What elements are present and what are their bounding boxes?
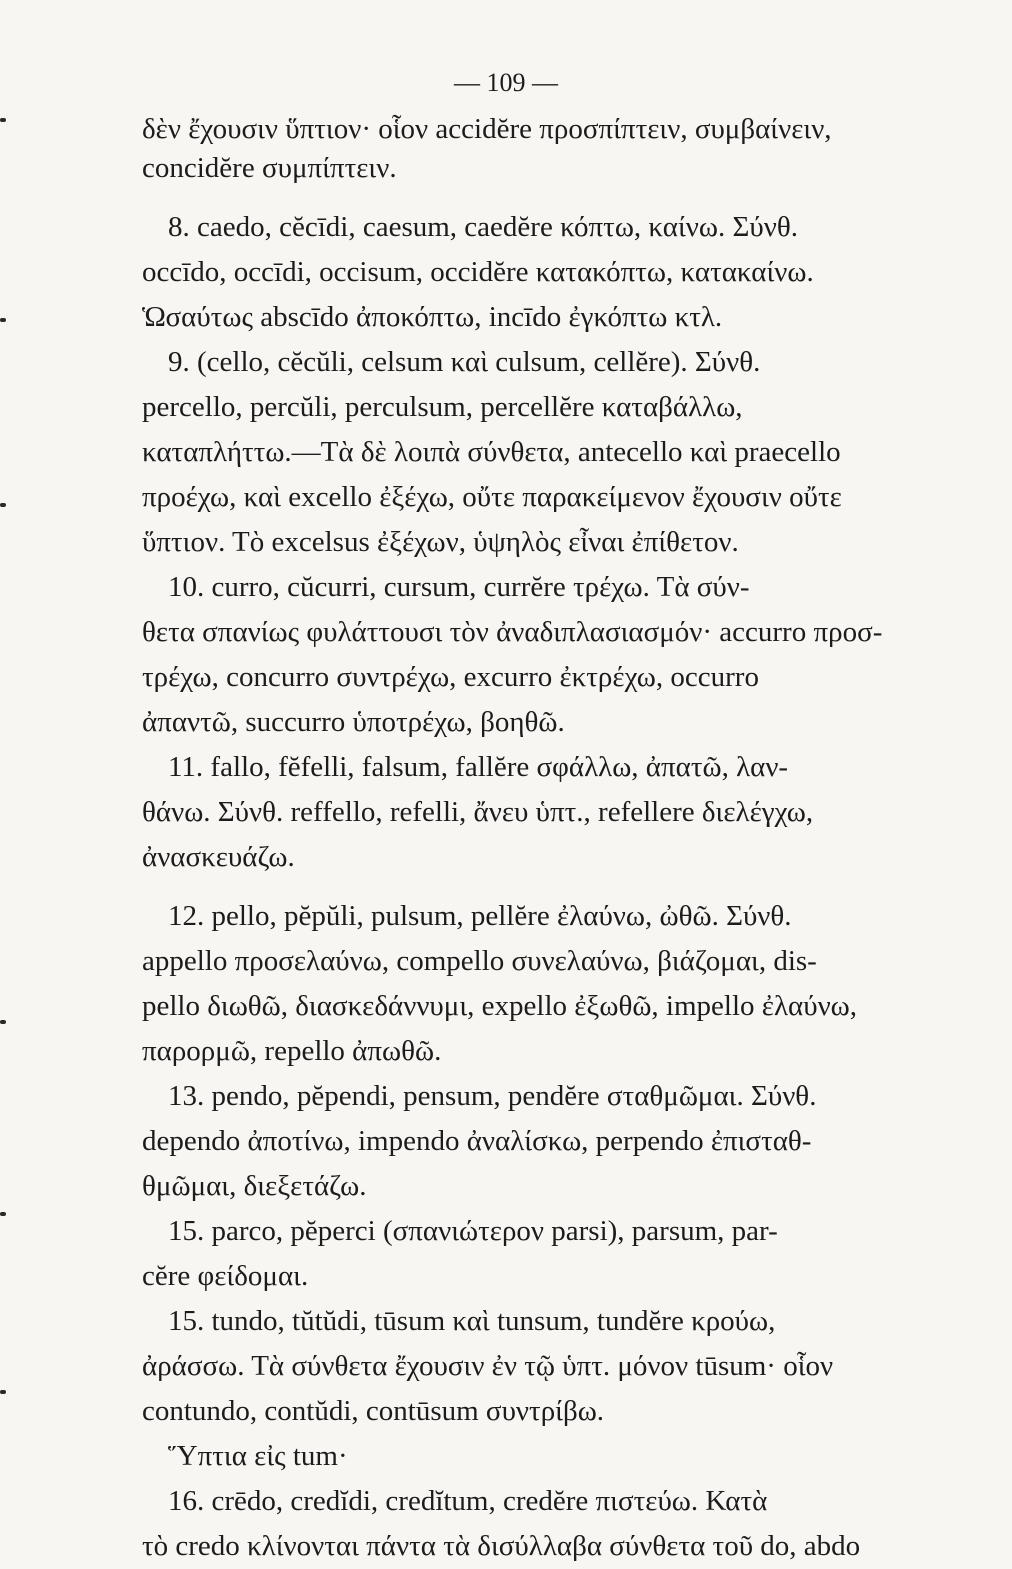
text-line: θετα σπανίως φυλάττουσι τὸν ἀναδιπλασιασμόν· accurro προσ- <box>142 616 883 648</box>
text-line: τὸ credo κλίνονται πάντα τὰ δισύλλαβα σύνθετα τοῦ do, abdo <box>142 1530 861 1562</box>
text-line: ἀράσσω. Τὰ σύνθετα ἔχουσιν ἐν τῷ ὑπτ. μόνον tūsum· οἷον <box>142 1350 834 1382</box>
text-line: προέχω, καὶ excello ἐξέχω, οὔτε παρακείμενον ἔχουσιν οὔτε <box>142 481 842 513</box>
edge-mark <box>0 1212 6 1216</box>
text-line: ἀπαντῶ, succurro ὑποτρέχω, βοηθῶ. <box>142 706 565 738</box>
body-text <box>142 112 942 1569</box>
edge-mark <box>0 1020 6 1024</box>
text-line: cĕre φείδομαι. <box>142 1260 309 1292</box>
edge-mark <box>0 1390 6 1394</box>
text-line: 12. pello, pĕpŭli, pulsum, pellĕre ἐλαύνω, ὠθῶ. Σύνθ. <box>168 900 792 932</box>
text-line: 8. caedo, cĕcīdi, caesum, caedĕre κόπτω, καίνω. Σύνθ. <box>168 211 798 243</box>
text-line: 15. parco, pĕperci (σπανιώτερον parsi), parsum, par- <box>168 1215 778 1247</box>
text-line: καταπλήττω.—Τὰ δὲ λοιπὰ σύνθετα, antecello καὶ praecello <box>142 436 841 468</box>
text-line: 16. crēdo, credĭdi, credĭtum, credĕre πιστεύω. Κατὰ <box>168 1485 768 1517</box>
text-line: pello διωθῶ, διασκεδάννυμι, expello ἐξωθῶ, impello ἐλαύνω, <box>142 990 858 1022</box>
text-line: τρέχω, concurro συντρέχω, excurro ἐκτρέχω, occurro <box>142 661 759 693</box>
text-line: percello, percŭli, perculsum, percellĕre καταβάλλω, <box>142 391 743 423</box>
text-line: dependo ἀποτίνω, impendo ἀναλίσκω, perpendo ἐπισταθ- <box>142 1125 812 1157</box>
text-line: Ὕπτια εἰς tum· <box>168 1440 348 1472</box>
edge-mark <box>0 118 6 122</box>
text-line: contundo, contŭdi, contūsum συντρίβω. <box>142 1395 605 1427</box>
text-line: 13. pendo, pĕpendi, pensum, pendĕre σταθμῶμαι. Σύνθ. <box>168 1080 817 1112</box>
page-number: — 109 — <box>454 68 558 97</box>
text-line: θμῶμαι, διεξετάζω. <box>142 1170 367 1202</box>
text-line: ἀνασκευάζω. <box>142 841 295 873</box>
text-line: concidĕre συμπίπτειν. <box>142 152 397 184</box>
text-line: παρορμῶ, repello ἀπωθῶ. <box>142 1035 442 1067</box>
text-line: 15. tundo, tŭtŭdi, tūsum καὶ tunsum, tundĕre κρούω, <box>168 1305 776 1337</box>
text-line: appello προσελαύνω, compello συνελαύνω, βιάζομαι, dis- <box>142 945 817 977</box>
text-line: 9. (cello, cĕcŭli, celsum καὶ culsum, cellĕre). Σύνθ. <box>168 346 761 378</box>
edge-mark <box>0 503 6 507</box>
text-line: ὕπτιον. Τὸ excelsus ἐξέχων, ὑψηλὸς εἶναι ἐπίθετον. <box>142 526 739 558</box>
text-line: 11. fallo, fĕfelli, falsum, fallĕre σφάλλω, ἀπατῶ, λαν- <box>168 751 789 783</box>
text-line: Ὡσαύτως abscīdo ἀποκόπτω, incīdo ἐγκόπτω κτλ. <box>142 301 723 333</box>
text-line: 10. curro, cŭcurri, cursum, currĕre τρέχω. Τὰ σύν- <box>168 571 750 603</box>
text-line: occīdo, occīdi, occisum, occidĕre κατακόπτω, κατακαίνω. <box>142 256 814 288</box>
edge-mark <box>0 318 6 322</box>
text-line: δὲν ἔχουσιν ὕπτιον· οἷον accidĕre προσπίπτειν, συμβαίνειν, <box>142 113 832 145</box>
text-line: θάνω. Σύνθ. reffello, refelli, ἄνευ ὑπτ., refellere διελέγχω, <box>142 796 814 828</box>
